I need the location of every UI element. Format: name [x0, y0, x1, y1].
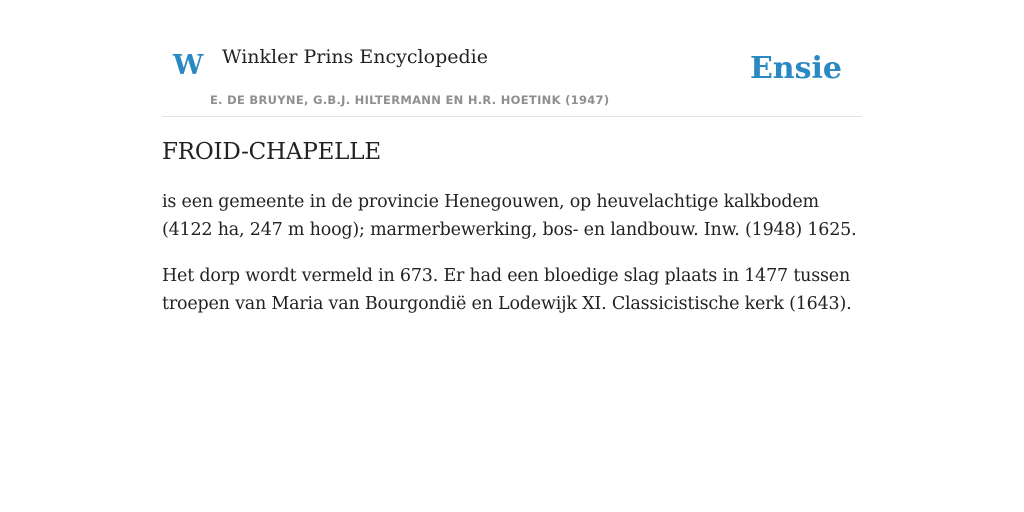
ensie-logo[interactable]: Ensie [749, 51, 842, 86]
publication-authors: E. DE BRUYNE, G.B.J. HILTERMANN EN H.R. HOETINK (1947) [210, 93, 610, 107]
header [162, 0, 862, 117]
article [162, 138, 862, 336]
entry-title: FROID-CHAPELLE [162, 139, 381, 165]
publication-title[interactable]: Winkler Prins Encyclopedie [222, 46, 488, 68]
article-paragraph: Het dorp wordt vermeld in 673. Er had een bloedige slag plaats in 1477 tussen troepen van Maria van Bourgondië en Lodewijk XI. Classicistische kerk (1643). [162, 265, 852, 314]
winkler-prins-logo[interactable]: W [173, 50, 204, 81]
article-paragraph: is een gemeente in de provincie Henegouwen, op heuvelachtige kalkbodem (4122 ha, 247 m hoog); marmerbewerking, bos- en landbouw. Inw. (1948) 1625. [162, 191, 857, 240]
